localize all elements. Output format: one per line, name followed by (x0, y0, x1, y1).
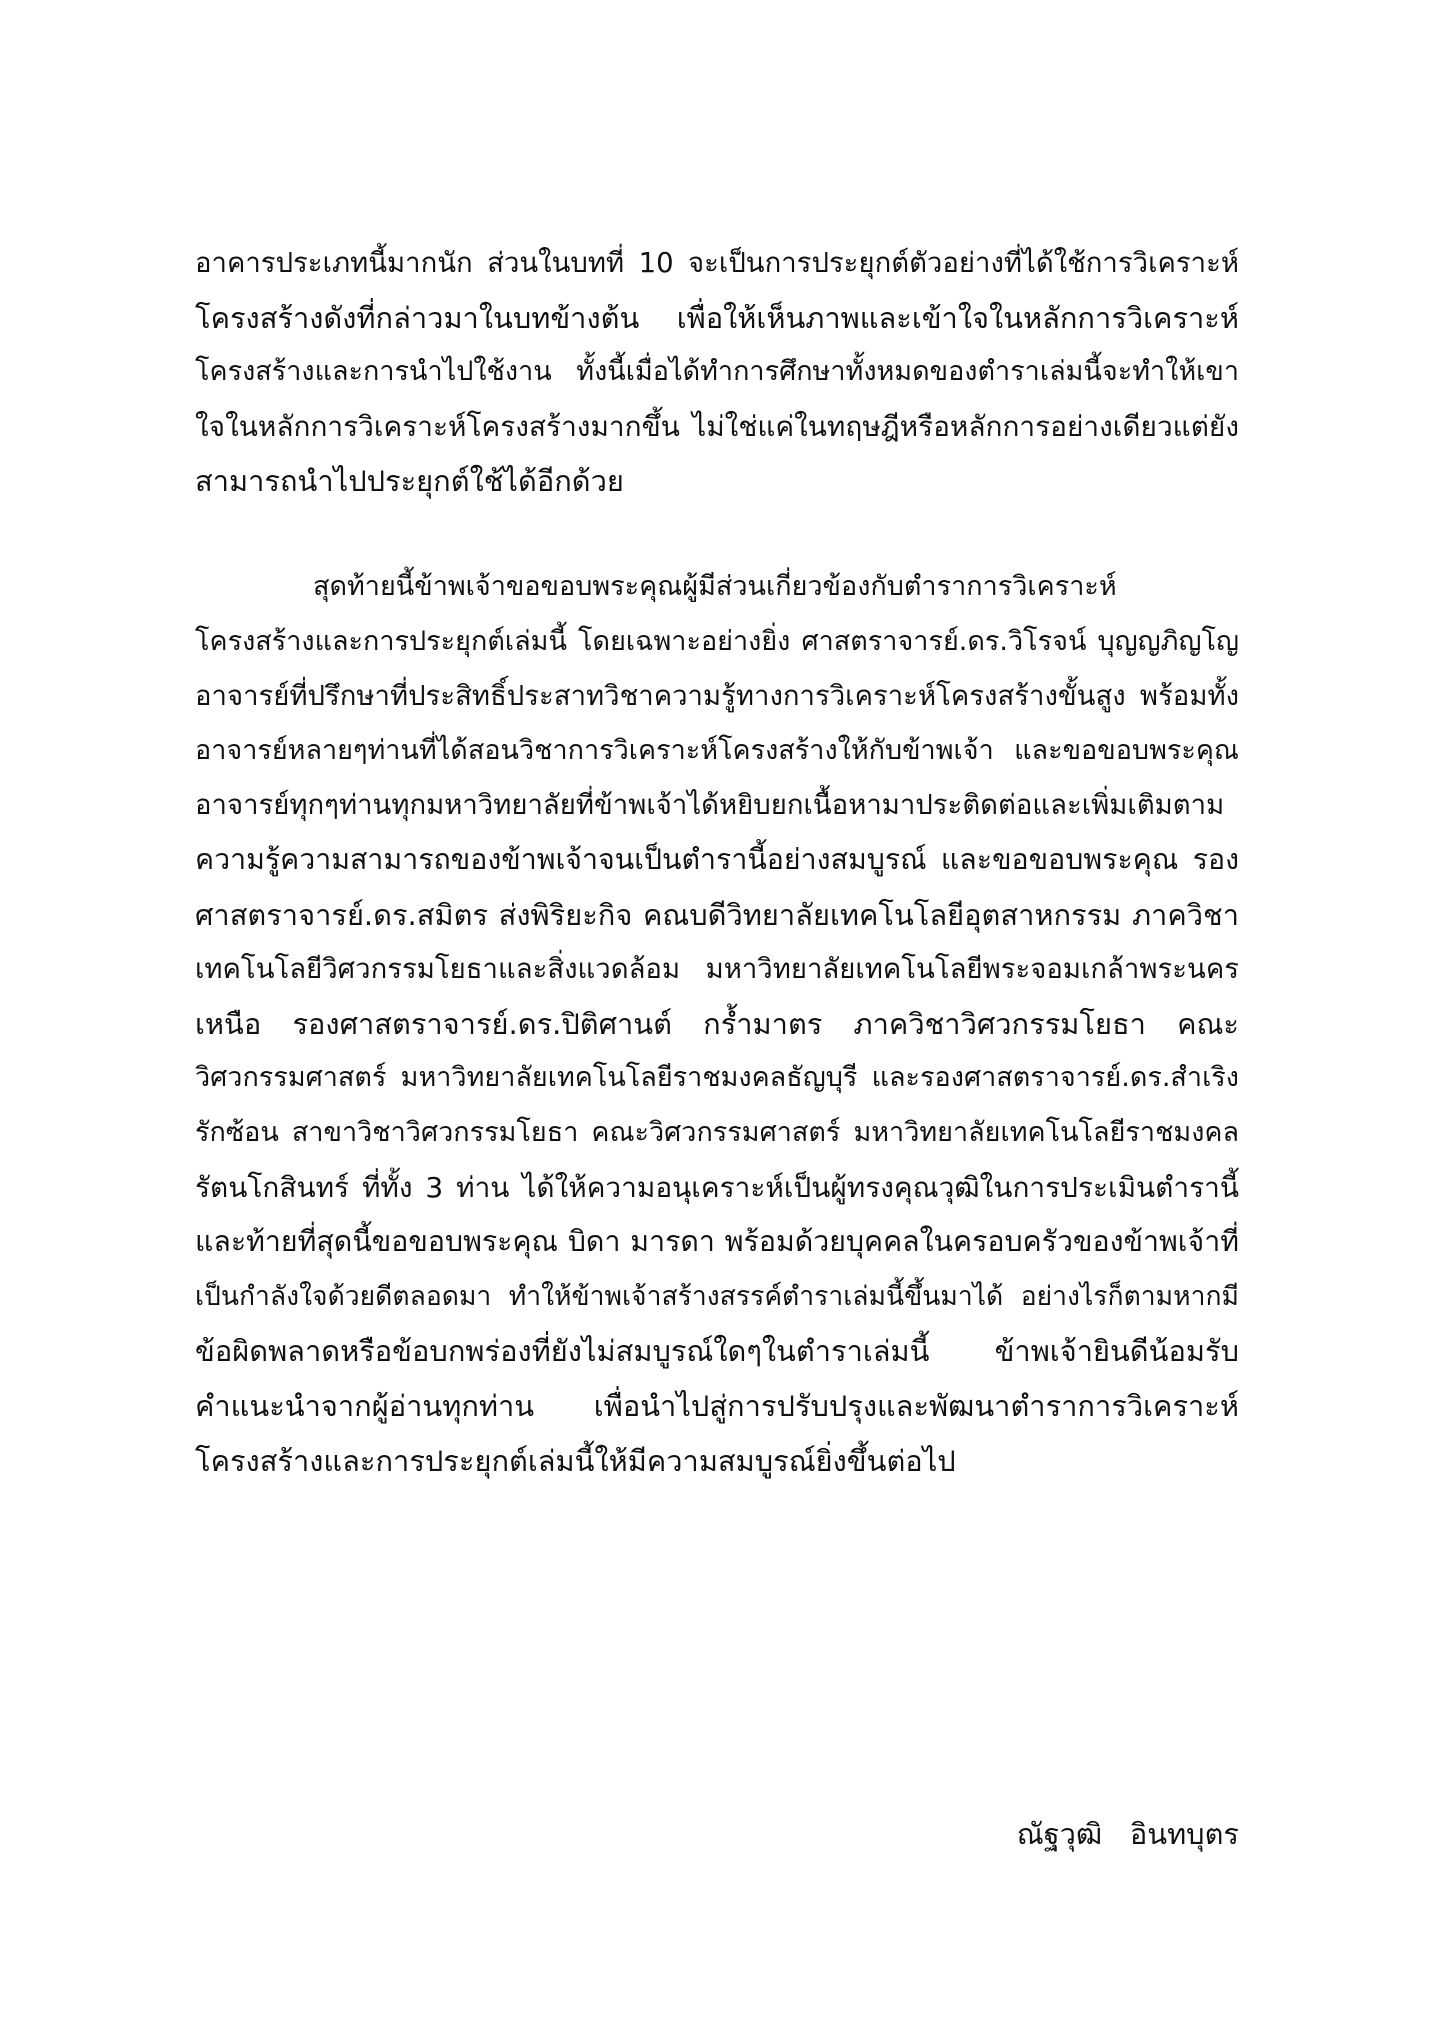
text-line: อาจารย์หลายๆท่านที่ได้สอนวิชาการวิเคราะห์โครงสร้างให้กับข้าพเจ้า และขอขอบพระคุณ (195, 734, 1239, 766)
text-line: ศาสตราจารย์.ดร.สมิตร ส่งพิริยะกิจ คณบดีวิทยาลัยเทคโนโลยีอุตสาหกรรม ภาควิชา (195, 897, 1239, 932)
text-line: ใจในหลักการวิเคราะห์โครงสร้างมากขึ้น ไม่ใช่แค่ในทฤษฎีหรือหลักการอย่างเดียวแต่ยัง (195, 409, 1239, 443)
text-line: คำแนะนำจากผู้อ่านทุกท่าน เพื่อนำไปสู่การปรับปรุงและพัฒนาตำราการวิเคราะห์ (195, 1388, 1239, 1423)
text-line: และท้ายที่สุดนี้ขอขอบพระคุณ บิดา มารดา พร้อมด้วยบุคคลในครอบครัวของข้าพเจ้าที่ (195, 1225, 1239, 1259)
text-line: ความรู้ความสามารถของข้าพเจ้าจนเป็นตำรานี้อย่างสมบูรณ์ และขอขอบพระคุณ รอง (195, 842, 1239, 876)
text-line: โครงสร้างและการประยุกต์เล่มนี้ โดยเฉพาะอย่างยิ่ง ศาสตราจารย์.ดร.วิโรจน์ บุญญภิญโญ (195, 625, 1239, 657)
text-line: ข้อผิดพลาดหรือข้อบกพร่องที่ยังไม่สมบูรณ์ใดๆในตำราเล่มนี้ ข้าพเจ้ายินดีน้อมรับ (195, 1334, 1239, 1369)
text-line: รัตนโกสินทร์ ที่ทั้ง 3 ท่าน ได้ให้ความอนุเคราะห์เป็นผู้ทรงคุณวุฒิในการประเมินตำรานี้ (195, 1170, 1239, 1204)
author-signature-name: ณัฐวุฒิ อินทบุตร (1016, 1817, 1239, 1851)
text-line-indented: สุดท้ายนี้ข้าพเจ้าขอขอบพระคุณผู้มีส่วนเกี่ยวข้องกับตำราการวิเคราะห์ (313, 571, 1117, 602)
text-line: อาจารย์ทุกๆท่านทุกมหาวิทยาลัยที่ข้าพเจ้าได้หยิบยกเนื้อหามาประติดต่อและเพิ่มเติมตาม (195, 789, 1225, 822)
text-line: สามารถนำไปประยุกต์ใช้ได้อีกด้วย (195, 464, 624, 499)
text-line: วิศวกรรมศาสตร์ มหาวิทยาลัยเทคโนโลยีราชมงคลธัญบุรี และรองศาสตราจารย์.ดร.สำเริง (195, 1062, 1239, 1094)
text-line: เหนือ รองศาสตราจารย์.ดร.ปิติศานต์ กร้ำมาตร ภาควิชาวิศวกรรมโยธา คณะ (195, 1006, 1239, 1041)
text-line: โครงสร้างดังที่กล่าวมาในบทข้างต้น เพื่อให้เห็นภาพและเข้าใจในหลักการวิเคราะห์ (195, 300, 1239, 335)
paragraph-acknowledgement (195, 560, 1239, 1488)
text-line: อาคารประเภทนี้มากนัก ส่วนในบทที่ 10 จะเป็นการประยุกต์ตัวอย่างที่ได้ใช้การวิเคราะห์ (195, 247, 1239, 279)
text-line: เป็นกำลังใจด้วยดีตลอดมา ทำให้ข้าพเจ้าสร้างสรรค์ตำราเล่มนี้ขึ้นมาได้ อย่างไรก็ตามหากมี (195, 1280, 1239, 1312)
paragraph-continuation (195, 236, 1239, 509)
text-line: อาจารย์ที่ปรึกษาที่ประสิทธิ์ประสาทวิชาความรู้ทางการวิเคราะห์โครงสร้างขั้นสูง พร้อมทั้ง (195, 680, 1239, 713)
text-line: โครงสร้างและการประยุกต์เล่มนี้ให้มีความสมบูรณ์ยิ่งขึ้นต่อไป (195, 1443, 956, 1478)
text-line: โครงสร้างและการนำไปใช้งาน ทั้งนี้เมื่อได้ทำการศึกษาทั้งหมดของตำราเล่มนี้จะทำให้เขา (195, 356, 1239, 388)
text-line: รักซ้อน สาขาวิชาวิศวกรรมโยธา คณะวิศวกรรมศาสตร์ มหาวิทยาลัยเทคโนโลยีราชมงคล (195, 1116, 1239, 1148)
text-line: เทคโนโลยีวิศวกรรมโยธาและสิ่งแวดล้อม มหาวิทยาลัยเทคโนโลยีพระจอมเกล้าพระนคร (195, 953, 1239, 986)
